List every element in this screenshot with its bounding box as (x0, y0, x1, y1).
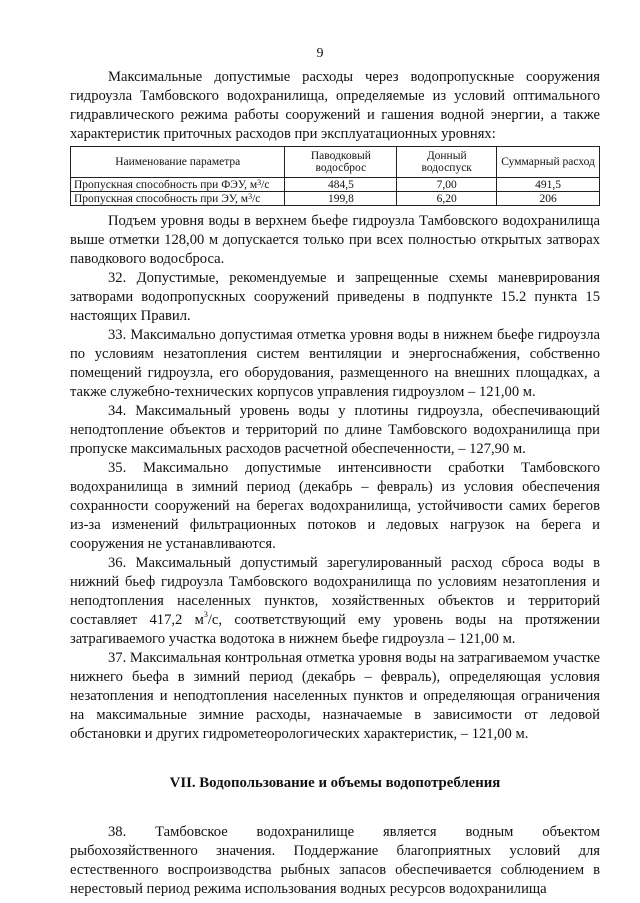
table-header-cell: Донный водоспуск (397, 147, 497, 178)
table-header-row (71, 147, 600, 178)
table-header-cell: Паводковый водосброс (285, 147, 397, 178)
paragraph-36: 36. Максимальный допустимый зарегулированный расход сброса воды в нижний бьеф гидроузла Тамбовского водохранилища по условиям незатопления и неподтопления населенных пунктов, хозяйственных объектов и территорий составляет 417,2 $м^3/с$, соответствующий ему уровень воды на протяжении затрагиваемого участка водотока в нижнем бьефе гидроузла – 121,00 м. (70, 555, 600, 647)
table-cell: 6,20 (397, 192, 497, 206)
table-row (71, 178, 600, 192)
table-row (71, 192, 600, 206)
table-cell: 484,5 (285, 178, 397, 192)
table-header-cell: Наименование параметра (71, 147, 285, 178)
intro-paragraph: Максимальные допустимые расходы через водопропускные сооружения гидроузла Тамбовского водохранилища, определяемые из условий оптимального гидравлического режима работы сооружений и гашения водной энергии, а также характеристик приточных расходов при эксплуатационных уровнях: (70, 69, 600, 142)
page-number: 9 (316, 46, 324, 61)
paragraph-33: 33. Максимально допустимая отметка уровня воды в нижнем бьефе гидроузла по условиям незатопления систем вентиляции и энергоснабжения, собственно помещений гидроузла, его оборудования, размещенного на внешних площадках, а также служебно-технических корпусов управления гидроузлом – 121,00 м. (70, 327, 600, 400)
section-title: VII. Водопользование и объемы водопотребления (169, 775, 501, 791)
discharge-table (70, 146, 600, 206)
table-cell: 491,5 (497, 178, 600, 192)
table-header-cell: Суммарный расход (497, 147, 600, 178)
paragraph-37: 37. Максимальная контрольная отметка уровня воды на затрагиваемом участке нижнего бьефа в зимний период (декабрь – февраль), определяющая условия незатопления и неподтопления населенных пунктов и определяющая ограничения на максимальные зимние расходы, назначаемые в зависимости от ледовой обстановки и других гидрометеорологических характеристик, – 121,00 м. (70, 650, 600, 742)
table-row-name: Пропускная способность при ФЭУ, $м^3/с$ (71, 178, 285, 192)
paragraph-35: 35. Максимально допустимые интенсивности сработки Тамбовского водохранилища в зимний период (декабрь – февраль) из условия обеспечения сохранности сооружений на берегах водохранилища, устойчивости самих берегов из-за изменений фильтрационных потоков и ледовых нагрузок на берега и сооружения не устанавливаются. (70, 460, 600, 552)
table-cell: 7,00 (397, 178, 497, 192)
table-row-name: Пропускная способность при ЭУ, $м^3/с$ (71, 192, 285, 206)
table-cell: 199,8 (285, 192, 397, 206)
paragraph-raise: Подъем уровня воды в верхнем бьефе гидроузла Тамбовского водохранилища выше отметки 128,00 м допускается только при всех полностью открытых затворах паводкового водосброса. (70, 213, 600, 267)
table-cell: 206 (497, 192, 600, 206)
paragraph-32: 32. Допустимые, рекомендуемые и запрещенные схемы маневрирования затворами водопропускных сооружений приведены в подпункте 15.2 пункта 15 настоящих Правил. (70, 270, 600, 324)
document-body (70, 68, 600, 899)
paragraph-34: 34. Максимальный уровень воды у плотины гидроузла, обеспечивающий неподтопление объектов и территорий по длине Тамбовского водохранилища при пропуске максимальных расходов расчетной обеспеченности, – 127,90 м. (70, 403, 600, 457)
paragraph-38: 38. Тамбовское водохранилище является водным объектом рыбохозяйственного значения. Поддержание благоприятных условий для естественного воспроизводства рыбных запасов обеспечивается соблюдением в нерестовый период режима использования водных ресурсов водохранилища (70, 824, 600, 897)
